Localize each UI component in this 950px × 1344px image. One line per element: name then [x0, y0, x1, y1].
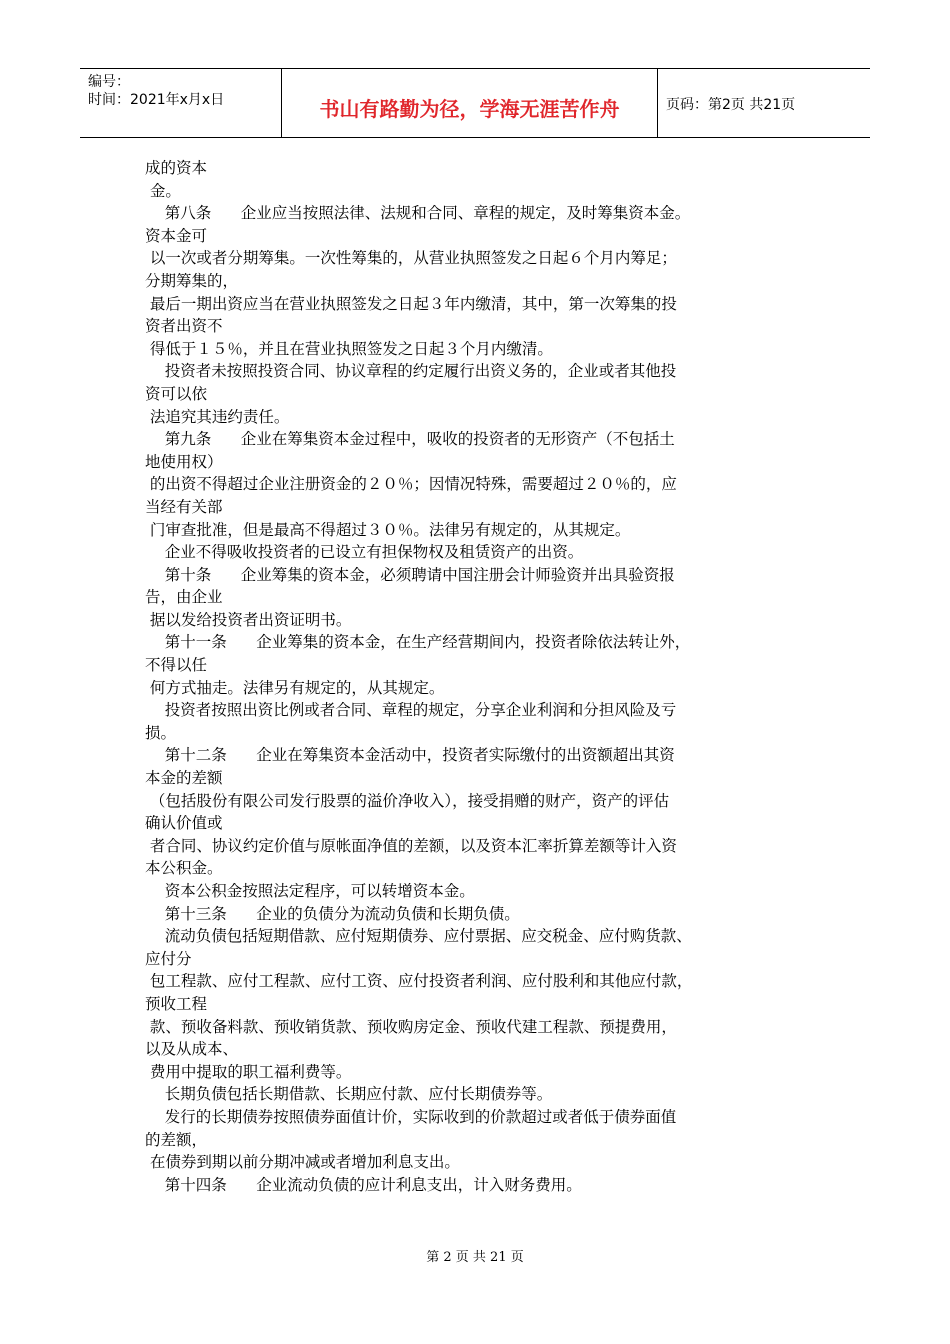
text-line: 投资者按照出资比例或者合同、章程的规定，分享企业利润和分担风险及亏 [145, 701, 677, 720]
text-line: 本公积金。 [145, 859, 223, 878]
text-line: 投资者未按照投资合同、协议章程的约定履行出资义务的，企业或者其他投 [145, 362, 677, 381]
text-line: 据以发给投资者出资证明书。 [145, 610, 352, 629]
text-line: 成的资本 [145, 159, 208, 177]
text-line: 费用中提取的职工福利费等。 [145, 1062, 352, 1081]
document-body [145, 157, 820, 1196]
text-line: 在债券到期以前分期冲减或者增加利息支出。 [145, 1153, 460, 1172]
text-line: 门审查批准，但是最高不得超过３０％。法律另有规定的，从其规定。 [145, 520, 631, 539]
text-line: 第十四条 企业流动负债的应计利息支出，计入财务费用。 [145, 1175, 582, 1194]
text-line: 包工程款、应付工程款、应付工资、应付投资者利润、应付股利和其他应付款， [145, 972, 693, 991]
text-line: 损。 [145, 723, 177, 742]
page-footer: 第 2 页 共 21 页 [426, 1250, 524, 1265]
text-line: 第九条 企业在筹集资本金过程中，吸收的投资者的无形资产（不包括土 [145, 430, 675, 449]
text-line: 第八条 企业应当按照法律、法规和合同、章程的规定，及时筹集资本金。 [145, 204, 691, 223]
text-line: 资可以依 [145, 384, 208, 403]
text-line: 资本金可 [145, 226, 208, 245]
text-line: 第十三条 企业的负债分为流动负债和长期负债。 [145, 904, 520, 923]
header-motto: 书山有路勤为径，学海无涯苦作舟 [282, 69, 658, 137]
text-line: 长期负债包括长期借款、长期应付款、应付长期债券等。 [145, 1085, 553, 1104]
text-line: 不得以任 [145, 656, 208, 675]
text-line: 第十条 企业筹集的资本金，必须聘请中国注册会计师验资并出具验资报 [145, 565, 675, 584]
text-line: 预收工程 [145, 994, 208, 1013]
text-line: 确认价值或 [145, 814, 223, 833]
text-line: 分期筹集的， [145, 271, 239, 290]
text-line: 以一次或者分期筹集。一次性筹集的，从营业执照签发之日起６个月内筹足； [145, 249, 677, 268]
header-page-info: 页码：第2页 共21页 [666, 97, 796, 113]
text-line: 以及从成本、 [145, 1040, 239, 1059]
text-line: 何方式抽走。法律另有规定的，从其规定。 [145, 678, 445, 697]
text-line: 的出资不得超过企业注册资金的２０％；因情况特殊，需要超过２０％的，应 [145, 475, 677, 494]
text-line: （包括股份有限公司发行股票的溢价净收入），接受捐赠的财产，资产的评估 [145, 791, 670, 810]
text-line: 流动负债包括短期借款、应付短期债券、应付票据、应交税金、应付购货款、 [145, 927, 692, 946]
text-line: 地使用权） [145, 452, 223, 471]
text-line: 资本公积金按照法定程序，可以转增资本金。 [145, 882, 475, 900]
text-line: 最后一期出资应当在营业执照签发之日起３年内缴清，其中，第一次筹集的投 [145, 294, 677, 313]
time-label: 时间：2021年x月x日 [88, 92, 225, 108]
text-line: 第十一条 企业筹集的资本金，在生产经营期间内，投资者除依法转让外， [145, 633, 691, 652]
header-meta [80, 69, 282, 137]
text-line: 者合同、协议约定价值与原帐面净值的差额，以及资本汇率折算差额等计入资 [145, 836, 677, 855]
text-line: 告，由企业 [145, 588, 223, 607]
text-line: 应付分 [145, 949, 192, 968]
text-line: 本金的差额 [145, 769, 223, 788]
text-line: 当经有关部 [145, 497, 223, 516]
text-line: 企业不得吸收投资者的已设立有担保物权及租赁资产的出资。 [145, 543, 584, 562]
serial-label: 编号： [88, 74, 130, 90]
text-line: 发行的长期债券按照债券面值计价，实际收到的价款超过或者低于债券面值 [145, 1107, 677, 1126]
text-line: 金。 [145, 181, 181, 200]
text-line: 的差额， [145, 1130, 208, 1149]
text-line: 资者出资不 [145, 317, 223, 336]
text-line: 款、预收备料款、预收销货款、预收购房定金、预收代建工程款、预提费用， [145, 1017, 677, 1036]
text-line: 得低于１５％，并且在营业执照签发之日起３个月内缴清。 [145, 339, 553, 358]
text-line: 法追究其违约责任。 [145, 407, 290, 426]
text-line: 第十二条 企业在筹集资本金活动中，投资者实际缴付的出资额超出其资 [145, 746, 675, 765]
page-header [80, 68, 870, 138]
